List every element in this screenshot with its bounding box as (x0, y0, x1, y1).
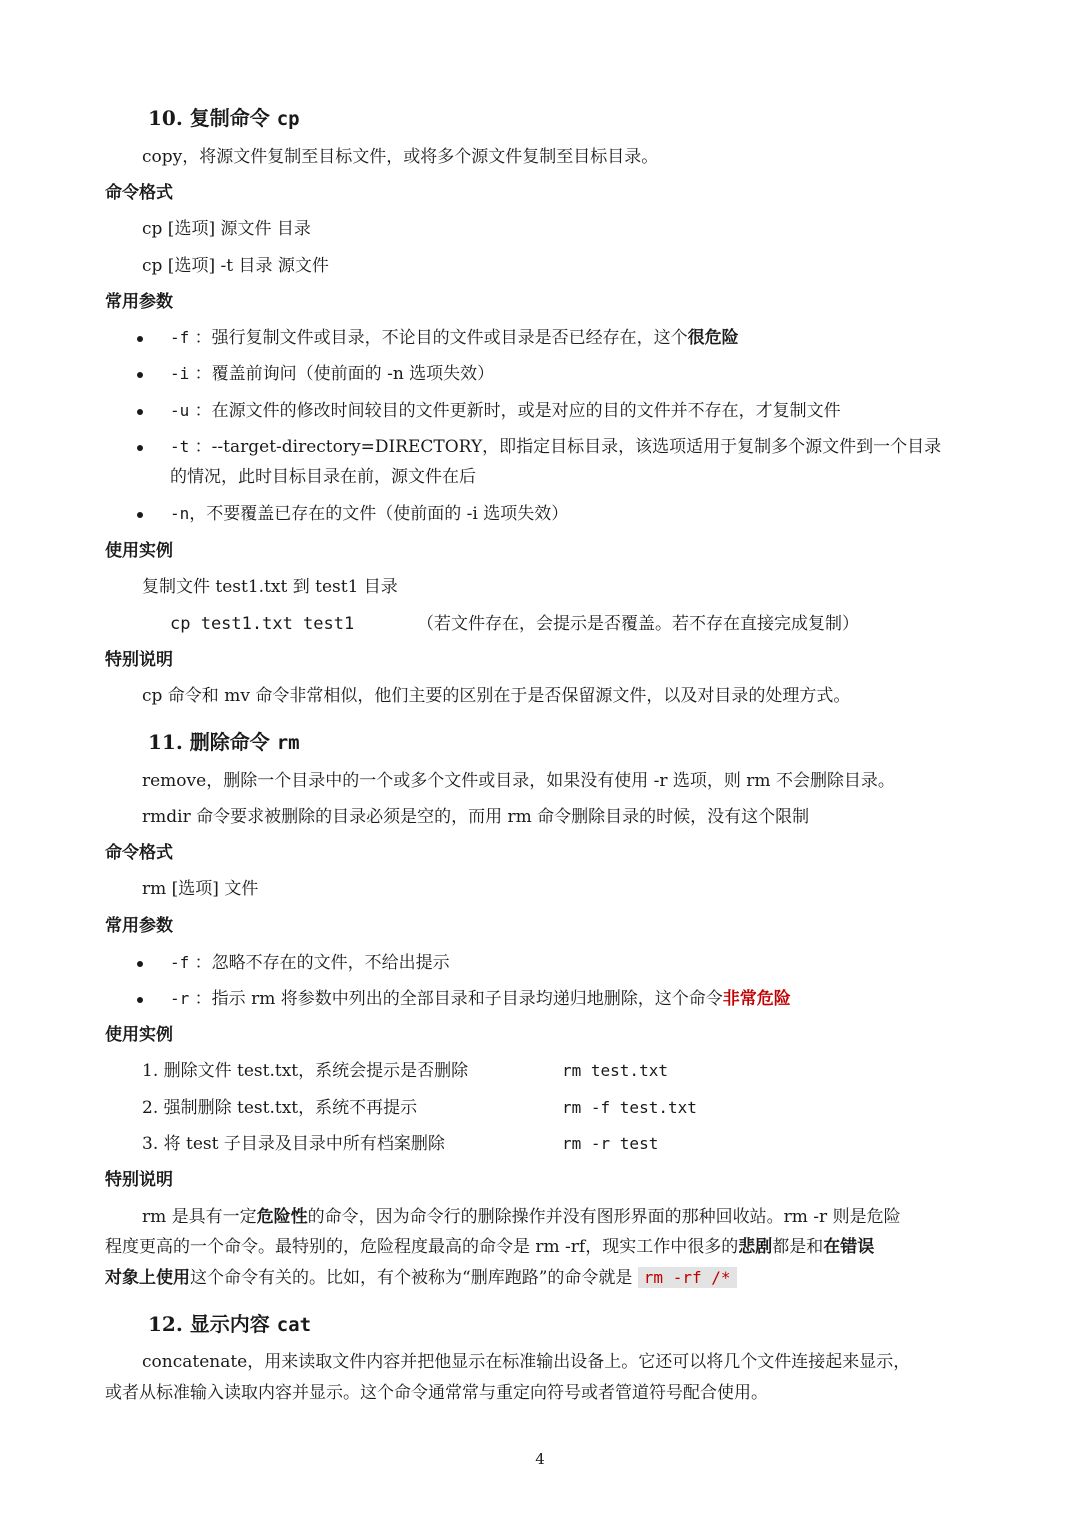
rm-example-3-desc: 3. 将 test 子目录及目录中所有档案删除 (142, 1134, 445, 1154)
note-bold: 危险性 (256, 1207, 308, 1227)
rm-example-1-desc: 1. 删除文件 test.txt，系统会提示是否删除 (142, 1061, 469, 1081)
rm-example-1-cmd: rm test.txt (562, 1061, 668, 1080)
rm-param-r (170, 987, 791, 1011)
bullet-icon (137, 961, 143, 967)
option-text: ，不要覆盖已存在的文件（使前面的 -i 选项失效） (189, 504, 569, 524)
rm-intro-1: remove，删除一个目录中的一个或多个文件或目录，如果没有使用 -r 选项，则 rm 不会删除目录。 (142, 771, 895, 791)
section-10-heading (148, 106, 300, 131)
cp-format-1: cp [选项] 源文件 目录 (142, 219, 311, 239)
cp-param-n (170, 502, 568, 526)
option: -f (170, 328, 190, 347)
cp-param-i (170, 362, 494, 386)
heading-number: 11. (148, 730, 183, 754)
option: -f (170, 953, 190, 972)
option: -t (170, 437, 190, 456)
bullet-icon (137, 445, 143, 451)
heading-title: 显示内容 (189, 1312, 270, 1336)
danger-text: 非常危险 (722, 989, 791, 1009)
rm-note-line-3 (105, 1266, 737, 1290)
cat-intro-1: concatenate，用来读取文件内容并把他显示在标准输出设备上。它还可以将几个文件连接起来显示， (142, 1352, 911, 1372)
cp-param-f (170, 326, 739, 350)
rm-example-2-desc: 2. 强制删除 test.txt，系统不再提示 (142, 1098, 418, 1118)
bullet-icon (137, 372, 143, 378)
cp-example-cmd: cp test1.txt test1 (170, 614, 355, 634)
rm-format-label: 命令格式 (105, 843, 173, 863)
heading-number: 12. (148, 1312, 183, 1336)
bullet-icon (137, 336, 143, 342)
cp-param-t (170, 435, 941, 459)
heading-number: 10. (148, 106, 183, 130)
rm-param-f (170, 951, 450, 975)
option-text: ：指示 rm 将参数中列出的全部目录和子目录均递归地删除，这个命令 (194, 989, 723, 1009)
heading-command: cp (276, 108, 300, 130)
cp-param-t-cont: 的情况，此时目标目录在前，源文件在后 (170, 467, 476, 487)
note-bold: 在错误 (823, 1237, 875, 1257)
rm-note-line-2 (105, 1235, 874, 1259)
highlighted-command: rm -rf /* (638, 1267, 737, 1288)
rm-note-label: 特别说明 (105, 1170, 173, 1190)
rm-example-3-cmd: rm -r test (562, 1134, 659, 1153)
option: -n (170, 504, 190, 523)
option: -r (170, 989, 190, 1008)
heading-command: rm (276, 732, 300, 754)
option-text: ：覆盖前询问（使前面的 -n 选项失效） (194, 364, 495, 384)
option-text: ：忽略不存在的文件，不给出提示 (194, 953, 450, 973)
cp-format-2: cp [选项] -t 目录 源文件 (142, 256, 329, 276)
note-text: 都是和 (772, 1237, 824, 1257)
note-text: rm 是具有一定 (142, 1207, 257, 1227)
rm-format: rm [选项] 文件 (142, 879, 259, 899)
heading-command: cat (276, 1314, 312, 1336)
option-text: ：在源文件的修改时间较目的文件更新时，或是对应的目的文件并不存在，才复制文件 (194, 401, 841, 421)
cp-note: cp 命令和 mv 命令非常相似，他们主要的区别在于是否保留源文件，以及对目录的处理方式。 (142, 686, 851, 706)
cp-example-note: （若文件存在，会提示是否覆盖。若不存在直接完成复制） (417, 614, 859, 634)
note-bold: 对象上使用 (105, 1268, 190, 1288)
cp-intro: copy，将源文件复制至目标文件，或将多个源文件复制至目标目录。 (142, 147, 659, 167)
note-bold: 悲剧 (738, 1237, 773, 1257)
note-text: 的命令，因为命令行的删除操作并没有图形界面的那种回收站。rm -r 则是危险 (307, 1207, 901, 1227)
bullet-icon (137, 409, 143, 415)
warning-text: 很危险 (687, 328, 739, 348)
cp-format-label: 命令格式 (105, 183, 173, 203)
cp-params-label: 常用参数 (105, 292, 173, 312)
heading-title: 复制命令 (189, 106, 270, 130)
cat-intro-2: 或者从标准输入读取内容并显示。这个命令通常常与重定向符号或者管道符号配合使用。 (105, 1383, 768, 1403)
note-text: 程度更高的一个命令。最特别的，危险程度最高的命令是 rm -rf，现实工作中很多的 (105, 1237, 739, 1257)
option-text: ：--target-directory=DIRECTORY，即指定目标目录，该选项适用于复制多个源文件到一个目录 (194, 437, 942, 457)
cp-param-u (170, 399, 841, 423)
section-11-heading (148, 730, 300, 755)
cp-example-label: 使用实例 (105, 541, 173, 561)
rm-example-label: 使用实例 (105, 1025, 173, 1045)
heading-title: 删除命令 (189, 730, 270, 754)
cp-note-label: 特别说明 (105, 650, 173, 670)
cp-example-desc: 复制文件 test1.txt 到 test1 目录 (142, 577, 398, 597)
rm-example-2-cmd: rm -f test.txt (562, 1098, 697, 1117)
bullet-icon (137, 512, 143, 518)
note-text: 这个命令有关的。比如，有个被称为“删库跑路”的命令就是 (190, 1268, 633, 1288)
option: -i (170, 364, 190, 383)
bullet-icon (137, 997, 143, 1003)
option-text: ：强行复制文件或目录，不论目的文件或目录是否已经存在，这个 (194, 328, 688, 348)
page-number: 4 (535, 1450, 545, 1468)
rm-intro-2: rmdir 命令要求被删除的目录必须是空的，而用 rm 命令删除目录的时候，没有这个限制 (142, 807, 810, 827)
rm-note-line-1 (142, 1205, 901, 1229)
option: -u (170, 401, 190, 420)
rm-params-label: 常用参数 (105, 916, 173, 936)
section-12-heading (148, 1312, 311, 1337)
